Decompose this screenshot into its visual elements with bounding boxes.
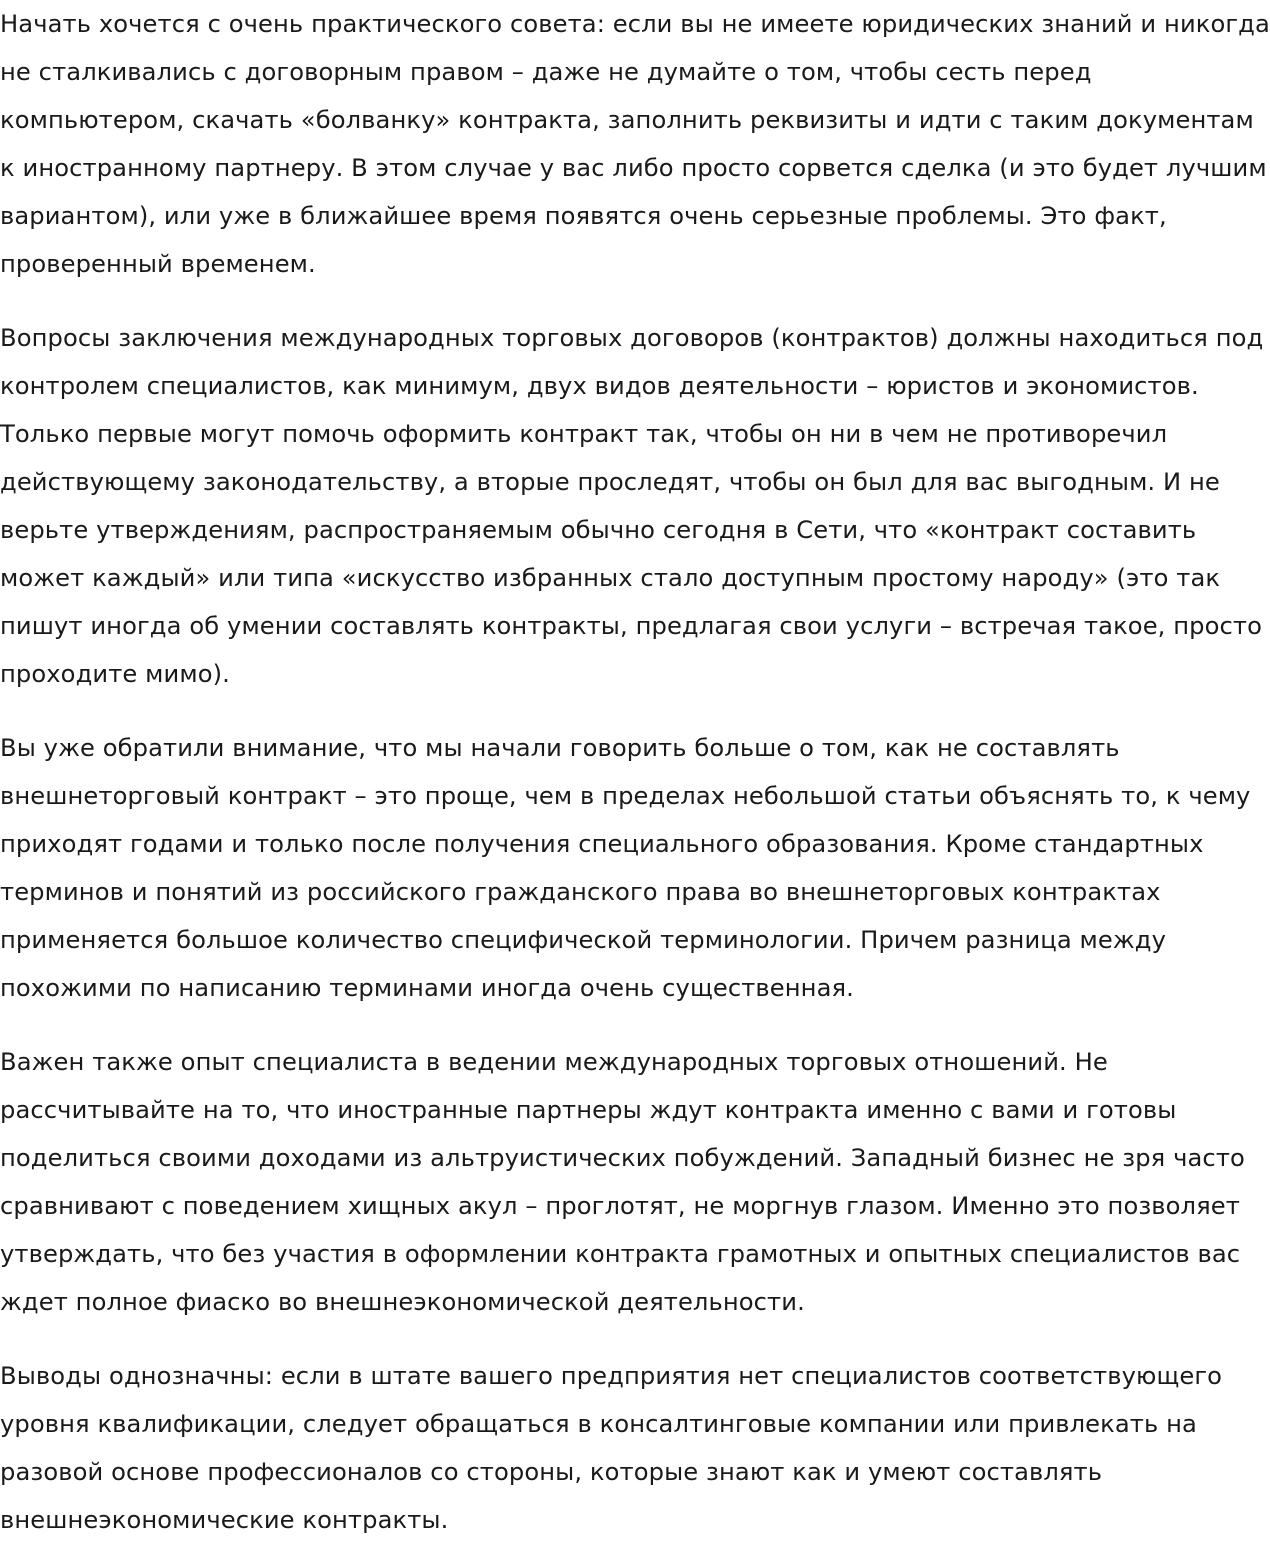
article-paragraph-2: Вопросы заключения международных торговых договоров (контрактов) должны находиться под контролем специалистов, как минимум, двух видов деятельности – юристов и экономистов. Только первые могут помочь оформить контракт так, чтобы он ни в чем не противоречил действующему законодательству, а вторые проследят, чтобы он был для вас выгодным. И не верьте утверждениям, распространяемым обычно сегодня в Сети, что «контракт составить может каждый» или типа «искусство избранных стало доступным простому народу» (это так пишут иногда об умении составлять контракты, предлагая свои услуги – встречая такое, просто проходите мимо). [0, 324, 1264, 688]
article-paragraph-1: Начать хочется с очень практического совета: если вы не имеете юридических знаний и никогда не сталкивались с договорным правом – даже не думайте о том, чтобы сесть перед компьютером, скачать «болванку» контракта, заполнить реквизиты и идти с таким документам к иностранному партнеру. В этом случае у вас либо просто сорвется сделка (и это будет лучшим вариантом), или уже в ближайшее время появятся очень серьезные проблемы. Это факт, проверенный временем. [0, 10, 1270, 278]
article-paragraph-3: Вы уже обратили внимание, что мы начали говорить больше о том, как не составлять внешнеторговый контракт – это проще, чем в пределах небольшой статьи объяснять то, к чему приходят годами и только после получения специального образования. Кроме стандартных терминов и понятий из российского гражданского права во внешнеторговых контрактах применяется большое количество специфической терминологии. Причем разница между похожими по написанию терминами иногда очень существенная. [0, 734, 1251, 1002]
article-paragraph-5: Выводы однозначны: если в штате вашего предприятия нет специалистов соответствующего уровня квалификации, следует обращаться в консалтинговые компании или привлекать на разовой основе профессионалов со стороны, которые знают как и умеют составлять внешнеэкономические контракты. [0, 1362, 1223, 1534]
article-paragraph-4: Важен также опыт специалиста в ведении международных торговых отношений. Не рассчитывайте на то, что иностранные партнеры ждут контракта именно с вами и готовы поделиться своими доходами из альтруистических побуждений. Западный бизнес не зря часто сравнивают с поведением хищных акул – проглотят, не моргнув глазом. Именно это позволяет утверждать, что без участия в оформлении контракта грамотных и опытных специалистов вас ждет полное фиаско во внешнеэкономической деятельности. [0, 1048, 1245, 1316]
